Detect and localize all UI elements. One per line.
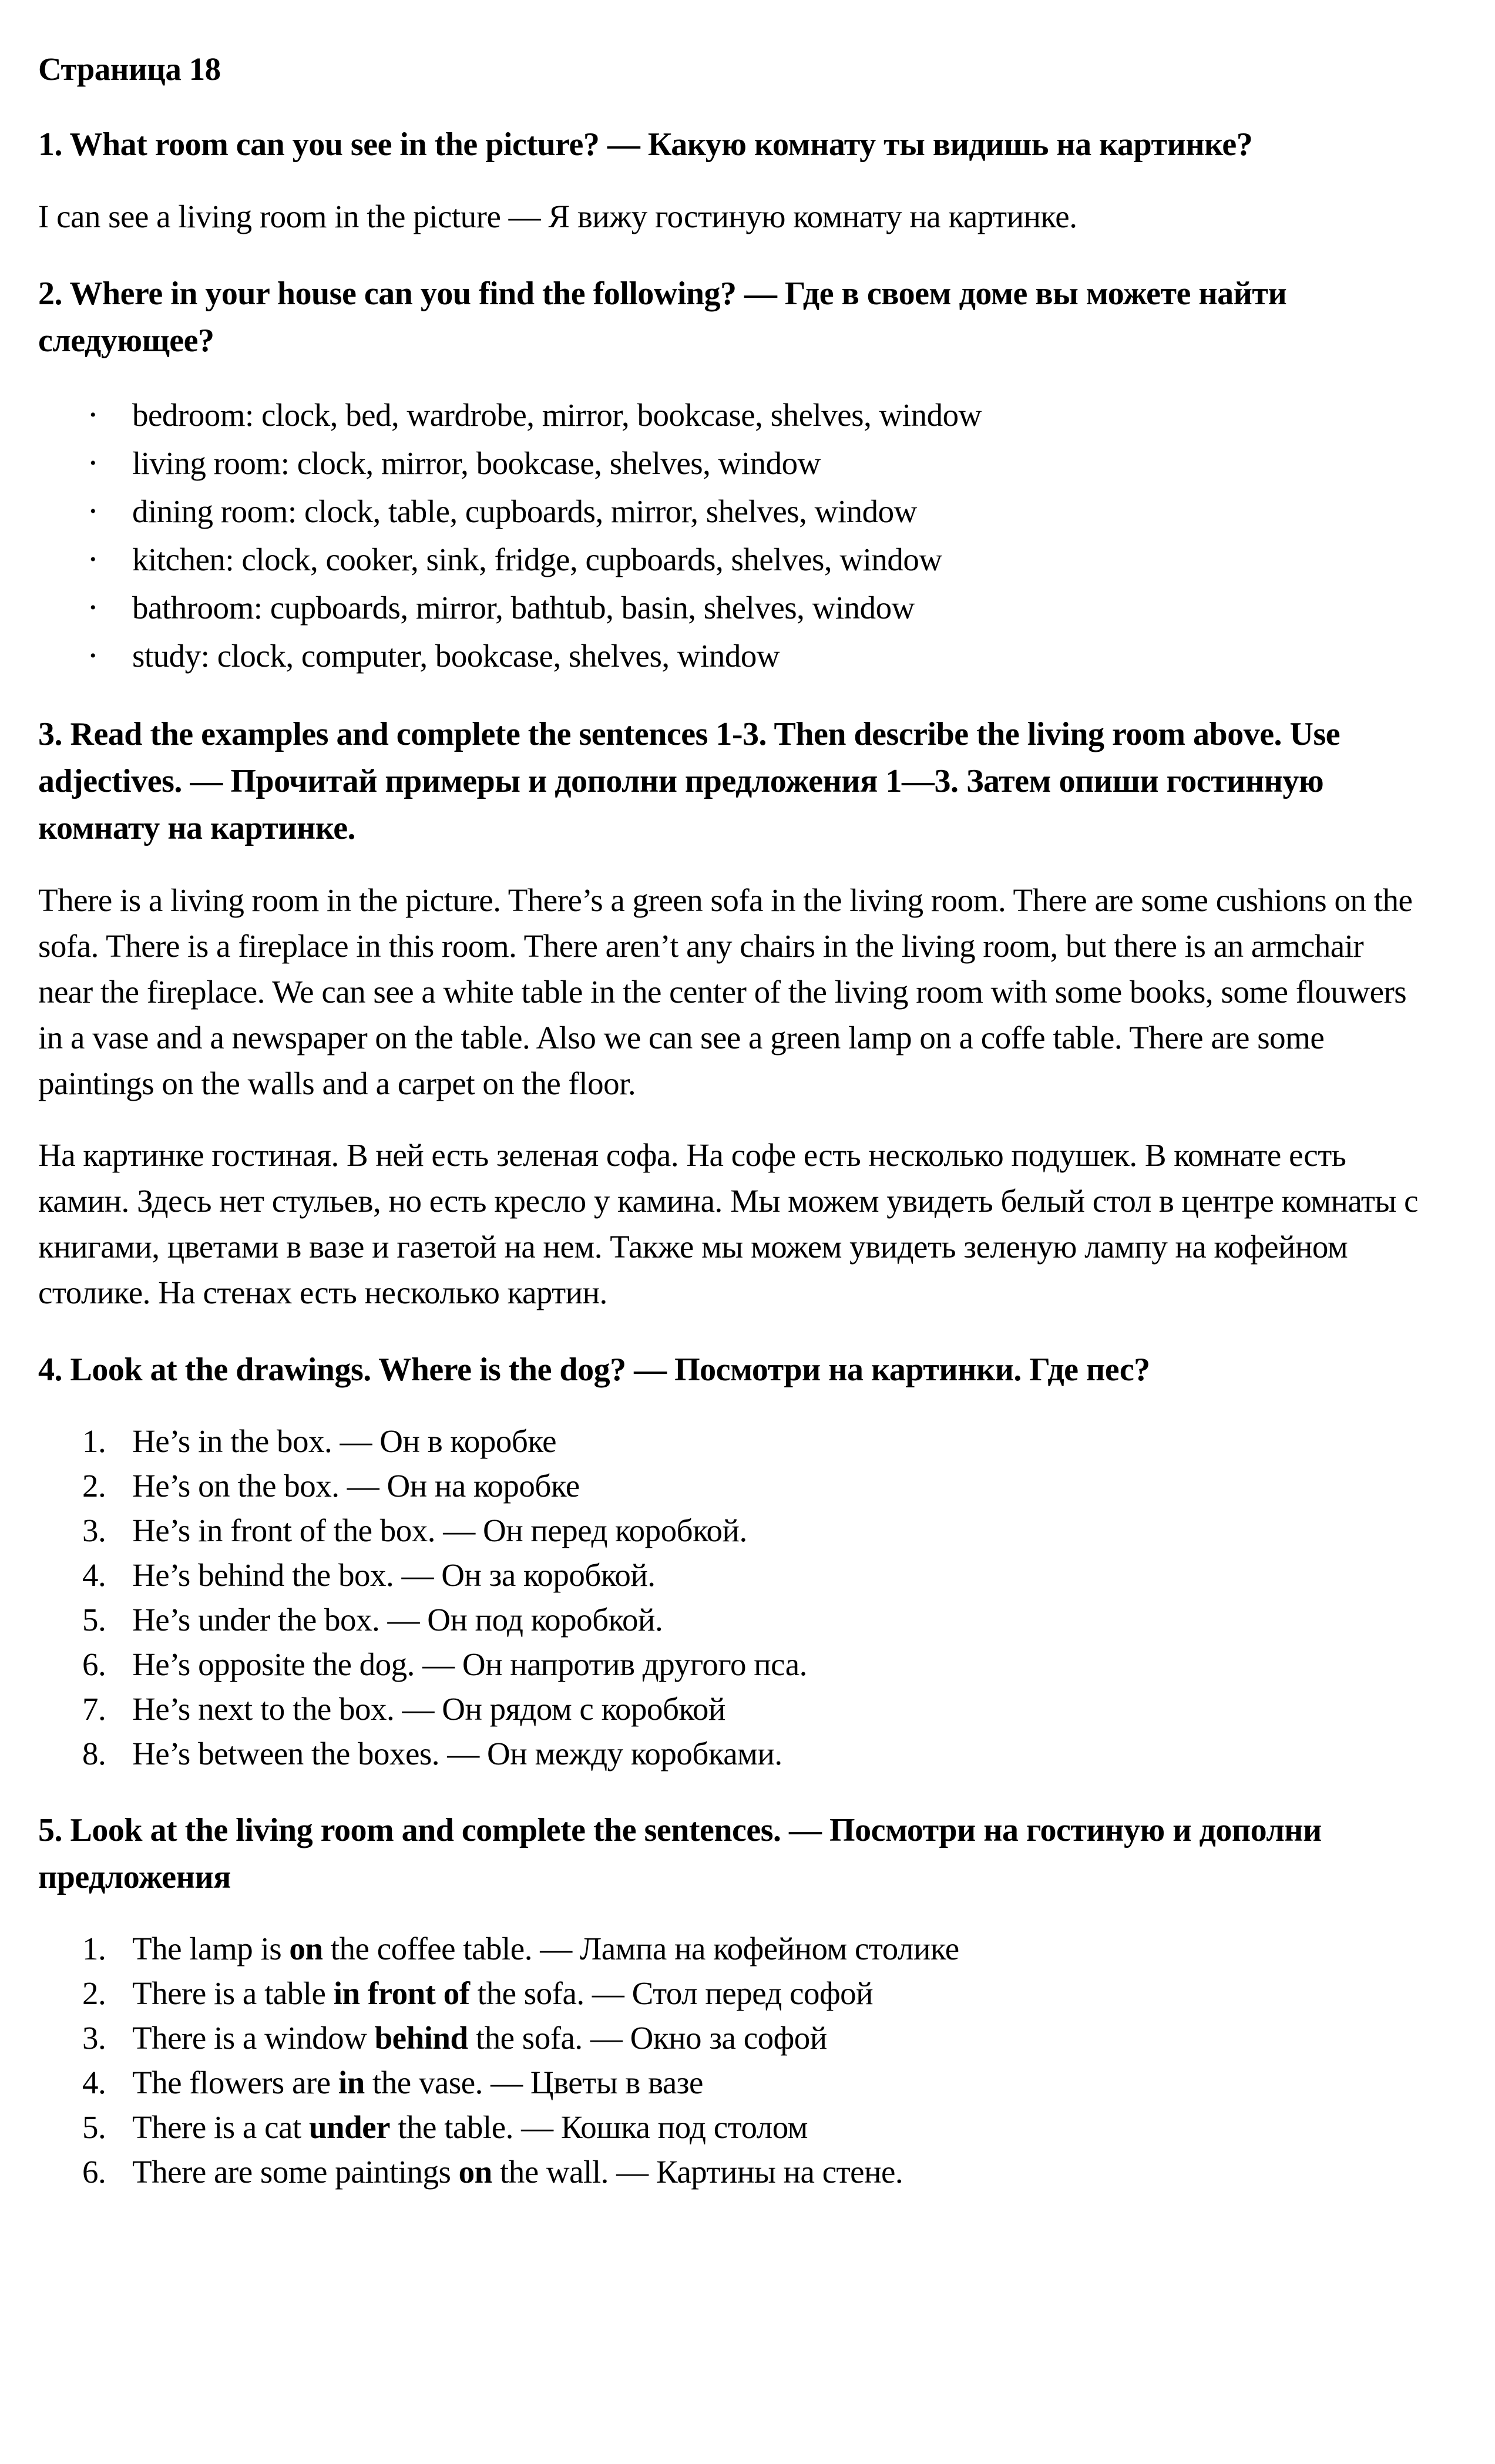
list-item-text: bedroom: clock, bed, wardrobe, mirror, bookcase, shelves, window [132, 397, 982, 433]
list-item-text: He’s under the box. — Он под коробкой. [132, 1602, 663, 1638]
list-item [38, 488, 1425, 536]
list-item-number: 1. [82, 1423, 106, 1459]
list-item [38, 1642, 1425, 1687]
preposition-bold: behind [374, 2020, 468, 2056]
list-item-number: 2. [82, 1468, 106, 1504]
list-item-number: 7. [82, 1691, 106, 1727]
list-item [38, 632, 1425, 680]
list-item-number: 4. [82, 2065, 106, 2100]
task-3-heading: 3. Read the examples and complete the sentences 1-3. Then describe the living room above. Use adjectives. — Прочитай примеры и дополни предложения 1—3. Затем опиши гостинную комнату на картинке. [38, 716, 1341, 846]
bullet-icon: • [90, 502, 96, 521]
list-item [38, 536, 1425, 584]
list-item [38, 439, 1425, 488]
list-item-text: There is a window behind the sofa. — Окно за софой [132, 2020, 827, 2056]
list-item [38, 2105, 1425, 2150]
list-item [38, 584, 1425, 632]
list-item-text: The lamp is on the coffee table. — Лампа на кофейном столике [132, 1931, 959, 1967]
list-item [38, 2150, 1425, 2194]
list-item-number: 4. [82, 1557, 106, 1593]
list-item-number: 5. [82, 1602, 106, 1638]
list-item [38, 1732, 1425, 1776]
list-item [38, 1553, 1425, 1598]
list-item [38, 1971, 1425, 2016]
bullet-icon: • [90, 405, 96, 425]
list-item-text: He’s behind the box. — Он за коробкой. [132, 1557, 656, 1593]
list-item-text: There are some paintings on the wall. — Картины на стене. [132, 2154, 903, 2190]
page-title: Страница 18 [38, 51, 221, 87]
bullet-icon: • [90, 598, 96, 617]
list-item [38, 1927, 1425, 1971]
living-room-description-ru: На картинке гостиная. В ней есть зеленая софа. На софе есть несколько подушек. В комнате есть камин. Здесь нет стульев, но есть кресло у камина. Мы можем увидеть белый стол в центре комнаты с книгами, цветами в вазе и газетой на нем. Также мы можем увидеть зеленую лампу на кофейном столике. На стенах есть несколько картин. [38, 1137, 1419, 1310]
task-1-heading: 1. What room can you see in the picture? — Какую комнату ты видишь на картинке? [38, 126, 1253, 163]
bullet-icon: • [90, 646, 96, 665]
list-item-text: He’s on the box. — Он на коробке [132, 1468, 580, 1504]
list-item-number: 1. [82, 1931, 106, 1967]
task-2-heading: 2. Where in your house can you find the following? — Где в своем доме вы можете найти следующее? [38, 275, 1287, 359]
list-item-number: 3. [82, 1512, 106, 1548]
list-item-text: kitchen: clock, cooker, sink, fridge, cupboards, shelves, window [132, 542, 942, 577]
preposition-bold: on [289, 1931, 323, 1967]
list-item [38, 1464, 1425, 1508]
list-item-text: dining room: clock, table, cupboards, mirror, shelves, window [132, 493, 917, 529]
list-item-number: 8. [82, 1736, 106, 1771]
list-item [38, 2016, 1425, 2060]
list-item [38, 1598, 1425, 1642]
list-item-text: He’s next to the box. — Он рядом с коробкой [132, 1691, 725, 1727]
list-item-text: He’s in front of the box. — Он перед коробкой. [132, 1512, 747, 1548]
list-item-text: study: clock, computer, bookcase, shelves, window [132, 638, 780, 674]
list-item-number: 5. [82, 2109, 106, 2145]
task-5-heading: 5. Look at the living room and complete the sentences. — Посмотри на гостиную и дополни предложения [38, 1812, 1322, 1895]
list-item [38, 1508, 1425, 1553]
list-item [38, 1419, 1425, 1464]
list-item-text: There is a cat under the table. — Кошка под столом [132, 2109, 808, 2145]
list-item-number: 6. [82, 2154, 106, 2190]
preposition-bold: in front of [333, 1975, 470, 2011]
bullet-icon: • [90, 550, 96, 569]
list-item-text: There is a table in front of the sofa. — Стол перед софой [132, 1975, 874, 2011]
list-item-text: He’s opposite the dog. — Он напротив другого пса. [132, 1646, 807, 1682]
task-4-heading: 4. Look at the drawings. Where is the dog? — Посмотри на картинки. Где пес? [38, 1352, 1150, 1388]
dog-positions-list [38, 1419, 1425, 1776]
list-item [38, 391, 1425, 439]
preposition-bold: on [458, 2154, 492, 2190]
list-item-number: 2. [82, 1975, 106, 2011]
list-item-number: 3. [82, 2020, 106, 2056]
list-item-text: bathroom: cupboards, mirror, bathtub, basin, shelves, window [132, 590, 915, 626]
list-item-text: He’s between the boxes. — Он между коробками. [132, 1736, 782, 1771]
preposition-bold: in [338, 2065, 365, 2100]
list-item-text: The flowers are in the vase. — Цветы в вазе [132, 2065, 703, 2100]
list-item-text: living room: clock, mirror, bookcase, shelves, window [132, 445, 821, 481]
complete-sentences-list [38, 1927, 1425, 2194]
bullet-icon: • [90, 453, 96, 473]
list-item-number: 6. [82, 1646, 106, 1682]
living-room-description-en: There is a living room in the picture. There’s a green sofa in the living room. There are some cushions on the sofa. There is a fireplace in this room. There aren’t any chairs in the living room, but there is an armchair near the fireplace. We can see a white table in the center of the living room with some books, some flouwers in a vase and a newspaper on the table. Also we can see a green lamp on a coffe table. There are some paintings on the walls and a carpet on the floor. [38, 882, 1413, 1101]
preposition-bold: under [308, 2109, 391, 2145]
task-1-answer: I can see a living room in the picture — Я вижу гостиную комнату на картинке. [38, 199, 1077, 234]
rooms-list [38, 391, 1425, 680]
list-item-text: He’s in the box. — Он в коробке [132, 1423, 557, 1459]
list-item [38, 1687, 1425, 1732]
list-item [38, 2060, 1425, 2105]
